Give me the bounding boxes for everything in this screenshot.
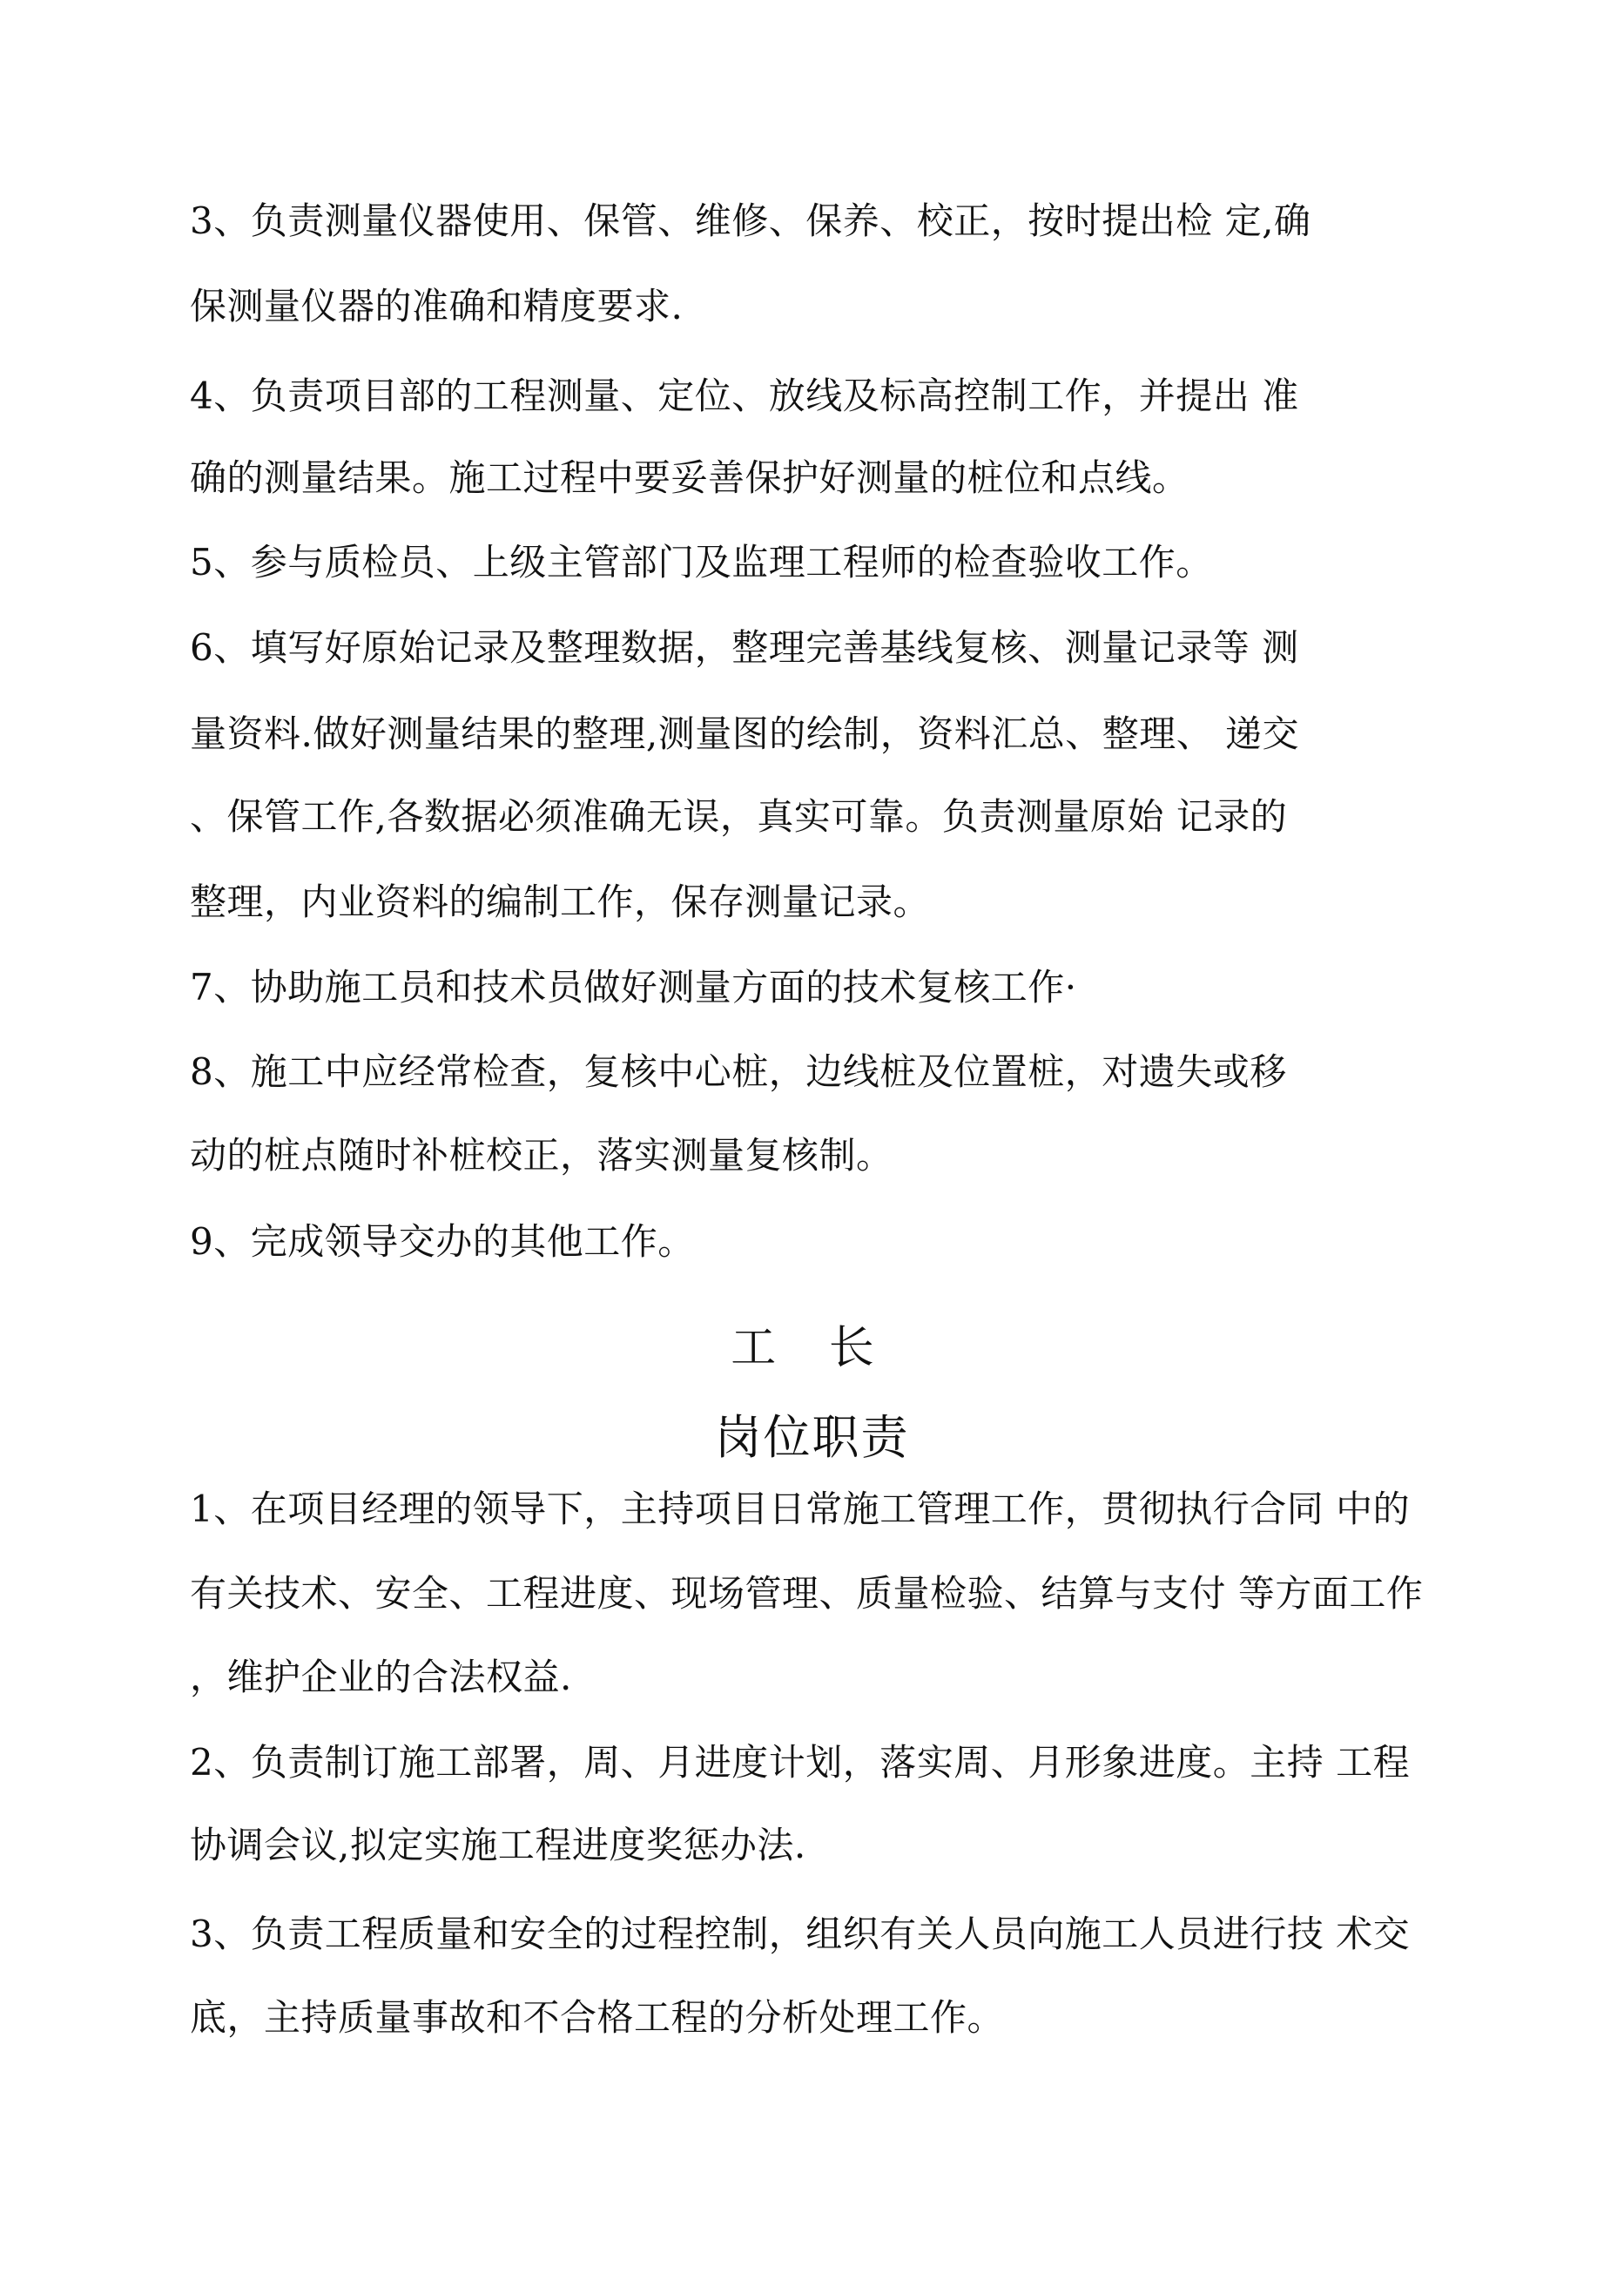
text-line: 保测量仪器的准确和精度要求. xyxy=(190,285,684,327)
text-line: 量资料.做好测量结果的整理,测量图的绘制，资料汇总、整理、 递交 xyxy=(190,712,1300,755)
text-line: 2、负责制订施工部署，周、月进度计划，落实周、月形象进度。主持 工程 xyxy=(190,1741,1411,1784)
text-line: 5、参与质检员、上级主管部门及监理工程师的检查验收工作。 xyxy=(190,541,1213,584)
section-heading-role: 工 长 xyxy=(731,1322,893,1374)
text-line: 有关技术、安全、工程进度、现场管理、质量检验、结算与支付 等方面工作 xyxy=(190,1572,1424,1615)
text-line: 1、在项目经理的领导下，主持项目日常施工管理工作，贯彻执行合同 中的 xyxy=(190,1488,1411,1530)
text-line: 底，主持质量事故和不合格工程的分析处理工作。 xyxy=(190,1996,1005,2039)
text-line: 动的桩点随时补桩校正，落实测量复核制。 xyxy=(190,1134,893,1177)
section-heading-title: 岗位职责 xyxy=(714,1410,910,1465)
text-line: 确的测量结果。施工过程中要妥善保护好测量的桩位和点线。 xyxy=(190,456,1189,499)
text-line: 协调会议,拟定实施工程进度奖惩办法. xyxy=(190,1824,806,1866)
text-line: 3、负责测量仪器使用、保管、维修、保养、校正，按时提出检 定,确 xyxy=(190,199,1311,242)
text-line: 6、填写好原始记录及整理数据，整理完善基线复核、测量记录等 测 xyxy=(190,626,1299,669)
text-line: 、保管工作,各数据必须准确无误，真实可靠。负责测量原始 记录的 xyxy=(190,795,1288,838)
text-line: 7、协助施工员和技术员做好测量方面的技术复核工作· xyxy=(190,966,1077,1009)
text-line: 4、负责项目部的工程测量、定位、放线及标高控制工作，并提出 准 xyxy=(190,374,1299,417)
text-line: 整理，内业资料的编制工作，保存测量记录。 xyxy=(190,880,931,923)
text-line: 3、负责工程质量和安全的过程控制，组织有关人员向施工人员进行技 术交 xyxy=(190,1913,1411,1955)
text-line: 9、完成领导交办的其他工作。 xyxy=(190,1220,695,1263)
text-line: ，维护企业的合法权益. xyxy=(190,1656,572,1698)
text-line: 8、施工中应经常检查，复核中心桩，边线桩及位置桩，对遗失或移 xyxy=(190,1050,1287,1093)
